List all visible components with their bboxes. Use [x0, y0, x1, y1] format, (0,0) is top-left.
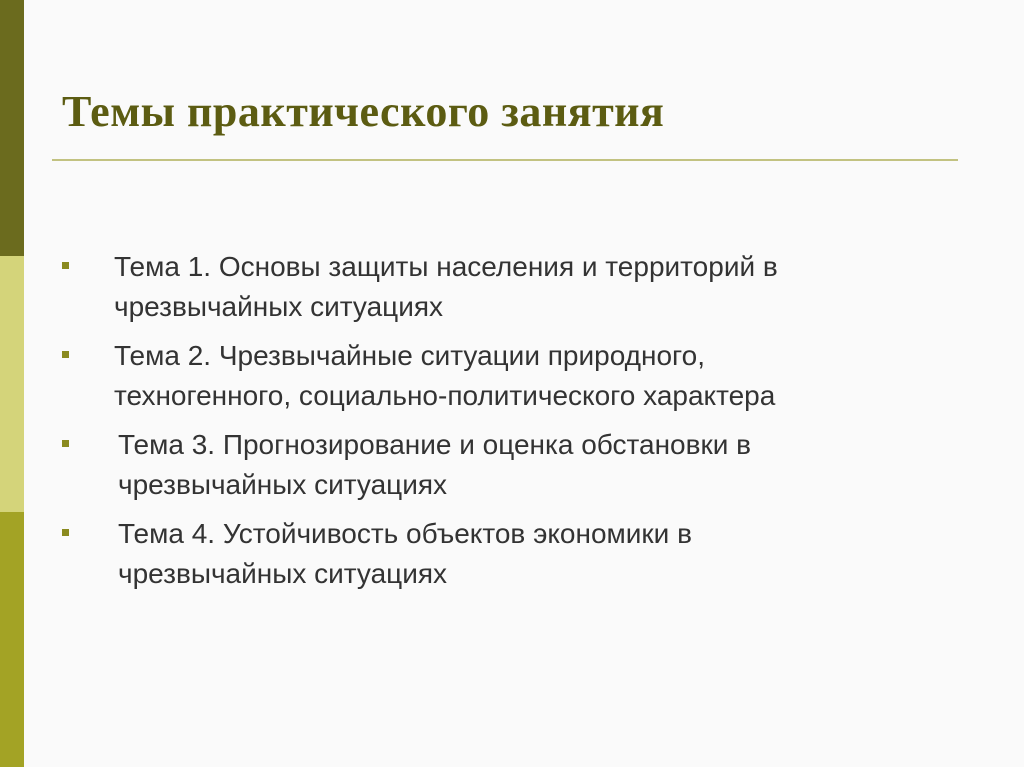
topic-text: Тема 1. Основы защиты населения и территорий в чрезвычайных ситуациях — [114, 251, 778, 322]
square-bullet-icon — [62, 440, 69, 447]
topic-list — [62, 247, 962, 603]
slide-title: Темы практического занятия — [62, 87, 665, 136]
title-underline — [52, 159, 958, 161]
square-bullet-icon — [62, 529, 69, 536]
topic-item-2 — [62, 336, 962, 416]
sidebar-segment-dark — [0, 0, 24, 256]
topic-item-3 — [62, 425, 962, 505]
topic-text: Тема 3. Прогнозирование и оценка обстановки в чрезвычайных ситуациях — [118, 429, 752, 500]
topic-text: Тема 2. Чрезвычайные ситуации природного, техногенного, социально-политического характера — [114, 340, 776, 411]
topic-item-1 — [62, 247, 962, 327]
topic-text: Тема 4. Устойчивость объектов экономики в чрезвычайных ситуациях — [118, 518, 692, 589]
sidebar-segment-mid — [0, 512, 24, 767]
topic-item-4 — [62, 514, 962, 594]
square-bullet-icon — [62, 262, 69, 269]
sidebar-segment-light — [0, 256, 24, 512]
square-bullet-icon — [62, 351, 69, 358]
